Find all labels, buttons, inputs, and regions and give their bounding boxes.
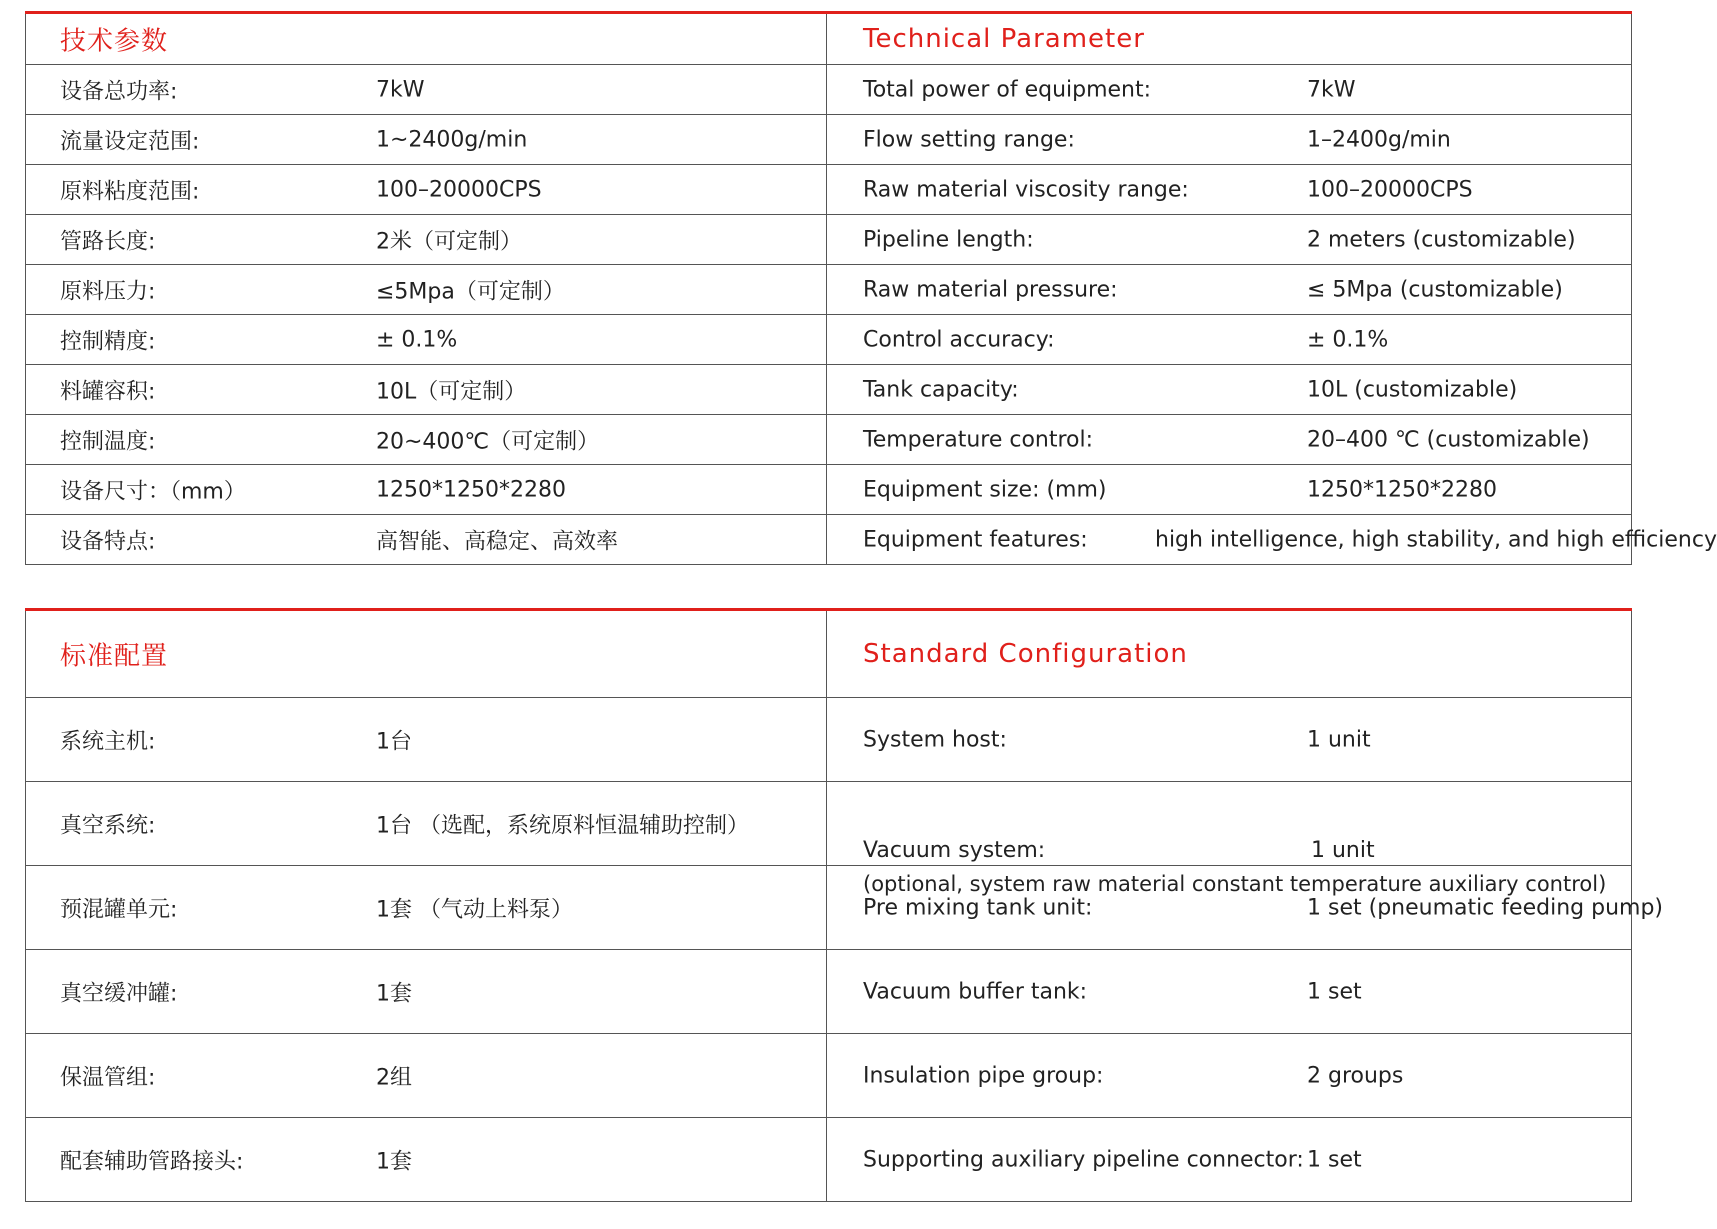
- config-label-en: Vacuum buffer tank:: [863, 979, 1088, 1004]
- param-label-en: Pipeline length:: [863, 227, 1034, 252]
- param-label-cn: 设备总功率:: [60, 79, 178, 104]
- param-label-cn: 原料压力:: [60, 279, 156, 304]
- table-row: [26, 265, 1632, 315]
- config-label-cn: 真空系统:: [60, 813, 156, 838]
- param-label-en: Equipment size: (mm): [863, 477, 1107, 502]
- param-label-cn: 原料粘度范围:: [60, 179, 200, 204]
- table-row: [26, 515, 1632, 565]
- table-row: [26, 215, 1632, 265]
- param-value-cn: ≤5Mpa（可定制）: [376, 279, 565, 304]
- param-value-en: 2 meters (customizable): [1307, 227, 1576, 252]
- table-row: [26, 365, 1632, 415]
- table-row: [26, 65, 1632, 115]
- param-value-cn: ± 0.1%: [376, 327, 458, 352]
- config-value-en: 1 set: [1307, 979, 1362, 1004]
- param-value-cn: 1~2400g/min: [376, 127, 528, 152]
- section-title-cn: 标准配置: [60, 641, 169, 672]
- param-value-en: high intelligence, high stability, and high efficiency: [1155, 527, 1717, 552]
- table-row: [26, 782, 1632, 866]
- config-label-cn: 配套辅助管路接头:: [60, 1149, 244, 1174]
- section-title-cn: 技术参数: [60, 26, 169, 57]
- param-value-en: ≤ 5Mpa (customizable): [1307, 277, 1563, 302]
- param-label-en: Equipment features:: [863, 527, 1088, 552]
- config-value-en: 1 unit: [1307, 727, 1371, 752]
- param-label-en: Flow setting range:: [863, 127, 1075, 152]
- config-value-en: 2 groups: [1307, 1063, 1404, 1088]
- param-label-cn: 流量设定范围:: [60, 129, 200, 154]
- param-label-cn: 设备尺寸：（mm）: [60, 479, 246, 504]
- table-row: [26, 165, 1632, 215]
- config-label-en: System host:: [863, 727, 1007, 752]
- config-value-cn: 2组: [376, 1065, 412, 1090]
- param-label-en: Control accuracy:: [863, 327, 1055, 352]
- config-value-cn: 1台: [376, 729, 412, 754]
- config-value-en: 1 set: [1307, 1147, 1362, 1172]
- table-row: [26, 415, 1632, 465]
- param-label-cn: 管路长度:: [60, 229, 156, 254]
- config-label-cn: 系统主机:: [60, 729, 156, 754]
- table-row: [26, 1118, 1632, 1202]
- config-value-en: 1 set (pneumatic feeding pump): [1307, 895, 1663, 920]
- section-title-en: Technical Parameter: [863, 24, 1145, 54]
- param-label-cn: 设备特点:: [60, 529, 156, 554]
- table-header-row: [26, 610, 1632, 698]
- table-row: [26, 465, 1632, 515]
- table-row: [26, 115, 1632, 165]
- config-note-en: (optional, system raw material constant temperature auxiliary control): [863, 871, 1607, 896]
- config-label-cn: 保温管组:: [60, 1065, 156, 1090]
- param-value-cn: 10L（可定制）: [376, 379, 527, 404]
- param-value-cn: 7kW: [376, 77, 425, 102]
- config-label-en: Pre mixing tank unit:: [863, 895, 1093, 920]
- config-value-en: 1 unit: [1311, 837, 1375, 863]
- config-value-cn: 1套 （气动上料泵）: [376, 897, 573, 922]
- param-value-en: 7kW: [1307, 77, 1356, 102]
- config-label-en: Insulation pipe group:: [863, 1063, 1104, 1088]
- param-value-en: 10L (customizable): [1307, 377, 1518, 402]
- param-label-en: Tank capacity:: [863, 377, 1019, 402]
- config-label-en: Vacuum system:: [863, 837, 1046, 863]
- table-row: [26, 315, 1632, 365]
- table-row: [26, 1034, 1632, 1118]
- technical-parameter-table: [25, 11, 1717, 565]
- param-value-cn: 20~400℃（可定制）: [376, 429, 600, 454]
- param-value-en: 1–2400g/min: [1307, 127, 1451, 152]
- table-header-row: [26, 13, 1632, 65]
- param-value-cn: 1250*1250*2280: [376, 477, 566, 502]
- config-label-cn: 真空缓冲罐:: [60, 981, 178, 1006]
- param-value-en: 20–400 ℃ (customizable): [1307, 427, 1590, 452]
- table-row: [26, 950, 1632, 1034]
- param-label-en: Raw material pressure:: [863, 277, 1118, 302]
- param-label-en: Temperature control:: [863, 427, 1094, 452]
- config-label-cn: 预混罐单元:: [60, 897, 178, 922]
- param-value-en: 100–20000CPS: [1307, 177, 1473, 202]
- param-label-cn: 控制温度:: [60, 429, 156, 454]
- param-value-cn: 高智能、高稳定、高效率: [376, 529, 619, 554]
- param-label-cn: 料罐容积:: [60, 379, 156, 404]
- config-value-cn: 1套: [376, 1149, 412, 1174]
- param-label-en: Total power of equipment:: [863, 77, 1152, 102]
- param-label-en: Raw material viscosity range:: [863, 177, 1189, 202]
- table-row: [26, 698, 1632, 782]
- param-value-cn: 100–20000CPS: [376, 177, 542, 202]
- config-value-cn: 1套: [376, 981, 412, 1006]
- param-value-en: 1250*1250*2280: [1307, 477, 1497, 502]
- section-title-en: Standard Configuration: [863, 639, 1188, 669]
- param-value-en: ± 0.1%: [1307, 327, 1389, 352]
- config-label-en: Supporting auxiliary pipeline connector:: [863, 1147, 1304, 1172]
- param-value-cn: 2米（可定制）: [376, 229, 522, 254]
- param-label-cn: 控制精度:: [60, 329, 156, 354]
- standard-configuration-table: [25, 608, 1663, 1202]
- config-value-cn: 1台 （选配，系统原料恒温辅助控制）: [376, 813, 749, 838]
